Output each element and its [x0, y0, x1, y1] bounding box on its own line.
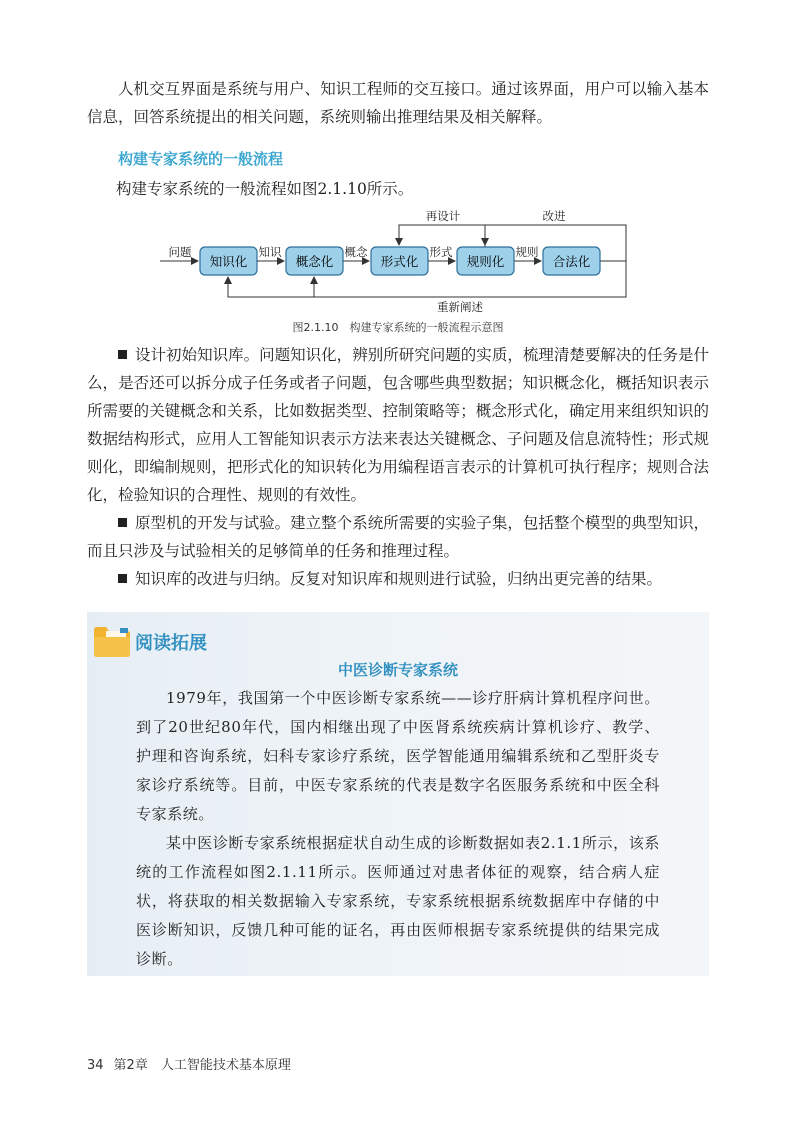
bullet-item: [87, 565, 709, 593]
figure-caption: 图2.1.10 构建专家系统的一般流程示意图: [292, 321, 504, 334]
square-bullet-icon: [118, 518, 127, 527]
reading-extension-subtitle: 中医诊断专家系统: [337, 661, 458, 679]
edge-label: 概念: [344, 245, 368, 259]
bullet-item: [87, 341, 709, 509]
section-heading: 构建专家系统的一般流程: [118, 150, 284, 168]
flow-box-label: 合法化: [552, 254, 591, 269]
feedback-redesign-line: [399, 225, 485, 247]
bullet-text: 知识库的改进与归纳。反复对知识库和规则进行试验，归纳出更完善的结果。: [135, 570, 663, 588]
flow-box-label: 知识化: [209, 254, 248, 269]
bullet-text: 设计初始知识库。问题知识化，辨别所研究问题的实质，梳理清楚要解决的任务是什么，是否还可以拆分成子任务或者子问题，包含哪些典型数据；知识概念化，概括知识表示所需要的关键概念和关系，比如数据类型、控制策略等；概念形式化，确定用来组织知识的数据结构形式，应用人工智能知识表示方法来表达关键概念、子问题及信息流特性；形式规则化，即编制规则，把形式化的知识转化为用编程语言表示的计算机可执行程序；规则合法化，检验知识的合理性、规则的有效性。: [87, 346, 709, 504]
flow-box-knowledge: [200, 247, 257, 275]
flow-box-label: 形式化: [380, 254, 419, 269]
flow-box-formal: [371, 247, 428, 275]
bullet-text: 原型机的开发与试验。建立整个系统所需要的实验子集，包括整个模型的典型知识，而且只涉及与试验相关的足够简单的任务和推理过程。: [87, 514, 709, 560]
section-intro: 构建专家系统的一般流程如图2.1.10所示。: [116, 180, 414, 198]
flow-box-concept: [286, 247, 343, 275]
flow-box-label: 概念化: [295, 254, 334, 269]
square-bullet-icon: [118, 350, 127, 359]
process-flow-diagram: [160, 205, 640, 313]
bullet-list: [87, 341, 709, 593]
flow-box-label: 规则化: [466, 254, 505, 269]
page-number: 34: [87, 1058, 104, 1073]
folder-icon: [92, 624, 132, 658]
feedback-redesign-label: 再设计: [425, 209, 461, 223]
feedback-restate-label: 重新阐述: [437, 300, 483, 313]
reading-extension-paragraph: 某中医诊断专家系统根据症状自动生成的诊断数据如表2.1.1所示，该系统的工作流程如图2.1.11所示。医师通过对患者体征的观察，结合病人症状，将获取的相关数据输入专家系统，专家系统根据系统数据库中存储的中医诊断知识，反馈几种可能的证名，再由医师根据专家系统提供的结果完成诊断。: [136, 834, 660, 968]
intro-paragraph: 人机交互界面是系统与用户、知识工程师的交互接口。通过该界面，用户可以输入基本信息，回答系统提出的相关问题，系统则输出推理结果及相关解释。: [87, 80, 709, 126]
square-bullet-icon: [118, 574, 127, 583]
reading-extension-title: 阅读拓展: [135, 633, 207, 654]
edge-label: 形式: [429, 245, 453, 259]
reading-extension-paragraph: 1979年，我国第一个中医诊断专家系统——诊疗肝病计算机程序问世。到了20世纪80年代，国内相继出现了中医肾系统疾病计算机诊疗、教学、护理和咨询系统，妇科专家诊疗系统，医学智能通用编辑系统和乙型肝炎专家诊疗系统等。目前，中医专家系统的代表是数字名医服务系统和中医全科专家系统。: [136, 689, 660, 823]
flow-box-legal: [543, 247, 600, 275]
bullet-item: [87, 509, 709, 565]
edge-label: 规则: [515, 245, 539, 259]
edge-label: 问题: [168, 245, 192, 259]
feedback-improve-label: 改进: [542, 209, 566, 223]
edge-label: 知识: [258, 245, 282, 259]
page-footer: [87, 1054, 291, 1073]
chapter-title: 第2章 人工智能技术基本原理: [113, 1058, 291, 1073]
flow-box-rules: [457, 247, 514, 275]
